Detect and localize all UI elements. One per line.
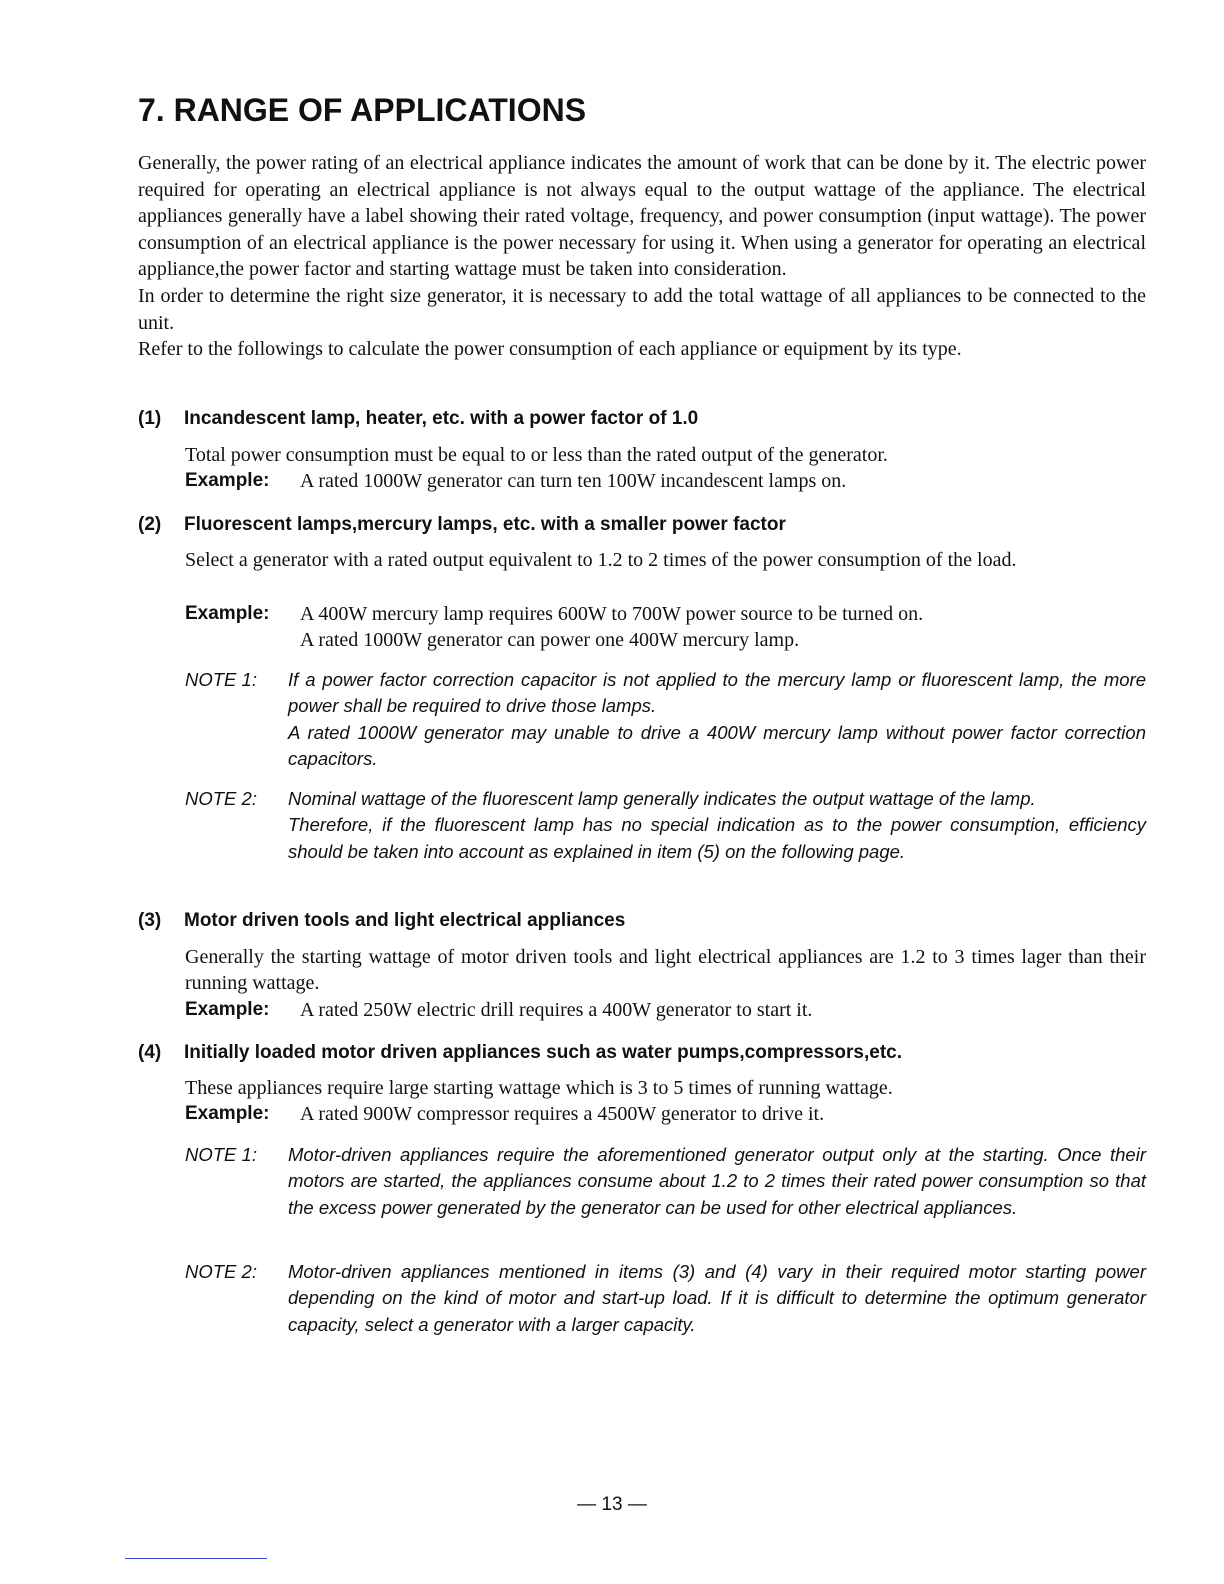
section-4-note-1 [185,1142,1146,1221]
section-1-example [185,468,1146,494]
example-line: A 400W mercury lamp requires 600W to 700W power source to be turned on. [300,603,924,625]
section-2-heading [138,514,1146,536]
section-title: Incandescent lamp, heater, etc. with a power factor of 1.0 [184,408,699,429]
example-line: A rated 900W compressor requires a 4500W generator to drive it. [300,1103,825,1125]
section-4-body: These appliances require large starting wattage which is 3 to 5 times of running wattage. [185,1077,893,1099]
section-4-example [185,1101,1146,1127]
note-body [288,1142,1146,1221]
intro-paragraph: Generally, the power rating of an electrical appliance indicates the amount of work that can be done by it. The electric power required for operating an electrical appliance is not always equal to the output wattage of the appliance. The electrical appliances generally have a label showing their rated voltage, frequency, and power consumption (input wattage). The power consumption of an electrical appliance is the power necessary for using it. When using a generator for operating an electrical appliance,the power factor and starting wattage must be taken into consideration. [138,152,1146,281]
section-1-body: Total power consumption must be equal to or less than the rated output of the generator. [185,444,888,466]
section-4-heading [138,1042,1146,1064]
footer-divider [125,1558,267,1559]
intro-paragraph: Refer to the followings to calculate the power consumption of each appliance or equipment by its type. [138,338,962,361]
example-line: A rated 1000W generator can turn ten 100W incandescent lamps on. [300,470,847,492]
example-label: Example: [185,999,270,1020]
section-1-heading [138,408,1146,430]
note-label: NOTE 1: [185,669,257,690]
section-3-body: Generally the starting wattage of motor driven tools and light electrical appliances are 1.2 to 3 times lager than their running wattage. [185,946,1146,994]
note-label: NOTE 2: [185,1261,257,1282]
intro-text [138,150,1146,363]
section-number: (3) [138,910,162,931]
note-body [288,667,1146,772]
section-2-note-2 [185,786,1146,865]
note-paragraph: Motor-driven appliances mentioned in items (3) and (4) vary in their required motor starting power depending on the kind of motor and start-up load. If it is difficult to determine the optimum generator capacity, select a generator with a larger capacity. [288,1261,1146,1335]
example-label: Example: [185,1103,270,1124]
note-body [288,1259,1146,1338]
section-2-example [185,601,1146,653]
section-title: Initially loaded motor driven appliances such as water pumps,compressors,etc. [184,1042,903,1063]
example-line: A rated 250W electric drill requires a 400W generator to start it. [300,999,813,1021]
section-title: Motor driven tools and light electrical appliances [184,910,626,931]
section-2-note-1 [185,667,1146,772]
note-paragraph: Therefore, if the fluorescent lamp has no special indication as to the power consumption, efficiency should be taken into account as explained in item (5) on the following page. [288,814,1146,862]
note-paragraph: A rated 1000W generator may unable to drive a 400W mercury lamp without power factor correction capacitors. [288,721,1146,769]
intro-paragraph: In order to determine the right size generator, it is necessary to add the total wattage of all appliances to be connected to the unit. [138,284,1146,334]
section-3-heading [138,910,1146,932]
section-number: (1) [138,408,162,429]
note-label: NOTE 1: [185,1144,257,1165]
section-number: (2) [138,514,162,535]
note-body [288,786,1146,865]
note-label: NOTE 2: [185,788,257,809]
example-label: Example: [185,603,270,624]
section-number: (4) [138,1042,162,1063]
note-paragraph: Motor-driven appliances require the aforementioned generator output only at the starting. Once their motors are started, the appliances consume about 1.2 to 2 times their rated power consumption so that the excess power generated by the generator can be used for other electrical appliances. [288,1144,1146,1218]
section-title: Fluorescent lamps,mercury lamps, etc. with a smaller power factor [184,514,786,535]
section-2-body: Select a generator with a rated output equivalent to 1.2 to 2 times of the power consumption of the load. [185,549,1017,571]
page-number: — 13 — [577,1494,647,1515]
note-paragraph: If a power factor correction capacitor is not applied to the mercury lamp or fluorescent lamp, the more power shall be required to drive those lamps. [288,669,1146,717]
example-line: A rated 1000W generator can power one 400W mercury lamp. [300,629,800,651]
note-paragraph: Nominal wattage of the fluorescent lamp generally indicates the output wattage of the lamp. [288,788,1036,809]
section-4-note-2 [185,1259,1146,1338]
page-title: 7. RANGE OF APPLICATIONS [138,92,587,128]
example-label: Example: [185,470,270,491]
section-3-example [185,997,1146,1023]
